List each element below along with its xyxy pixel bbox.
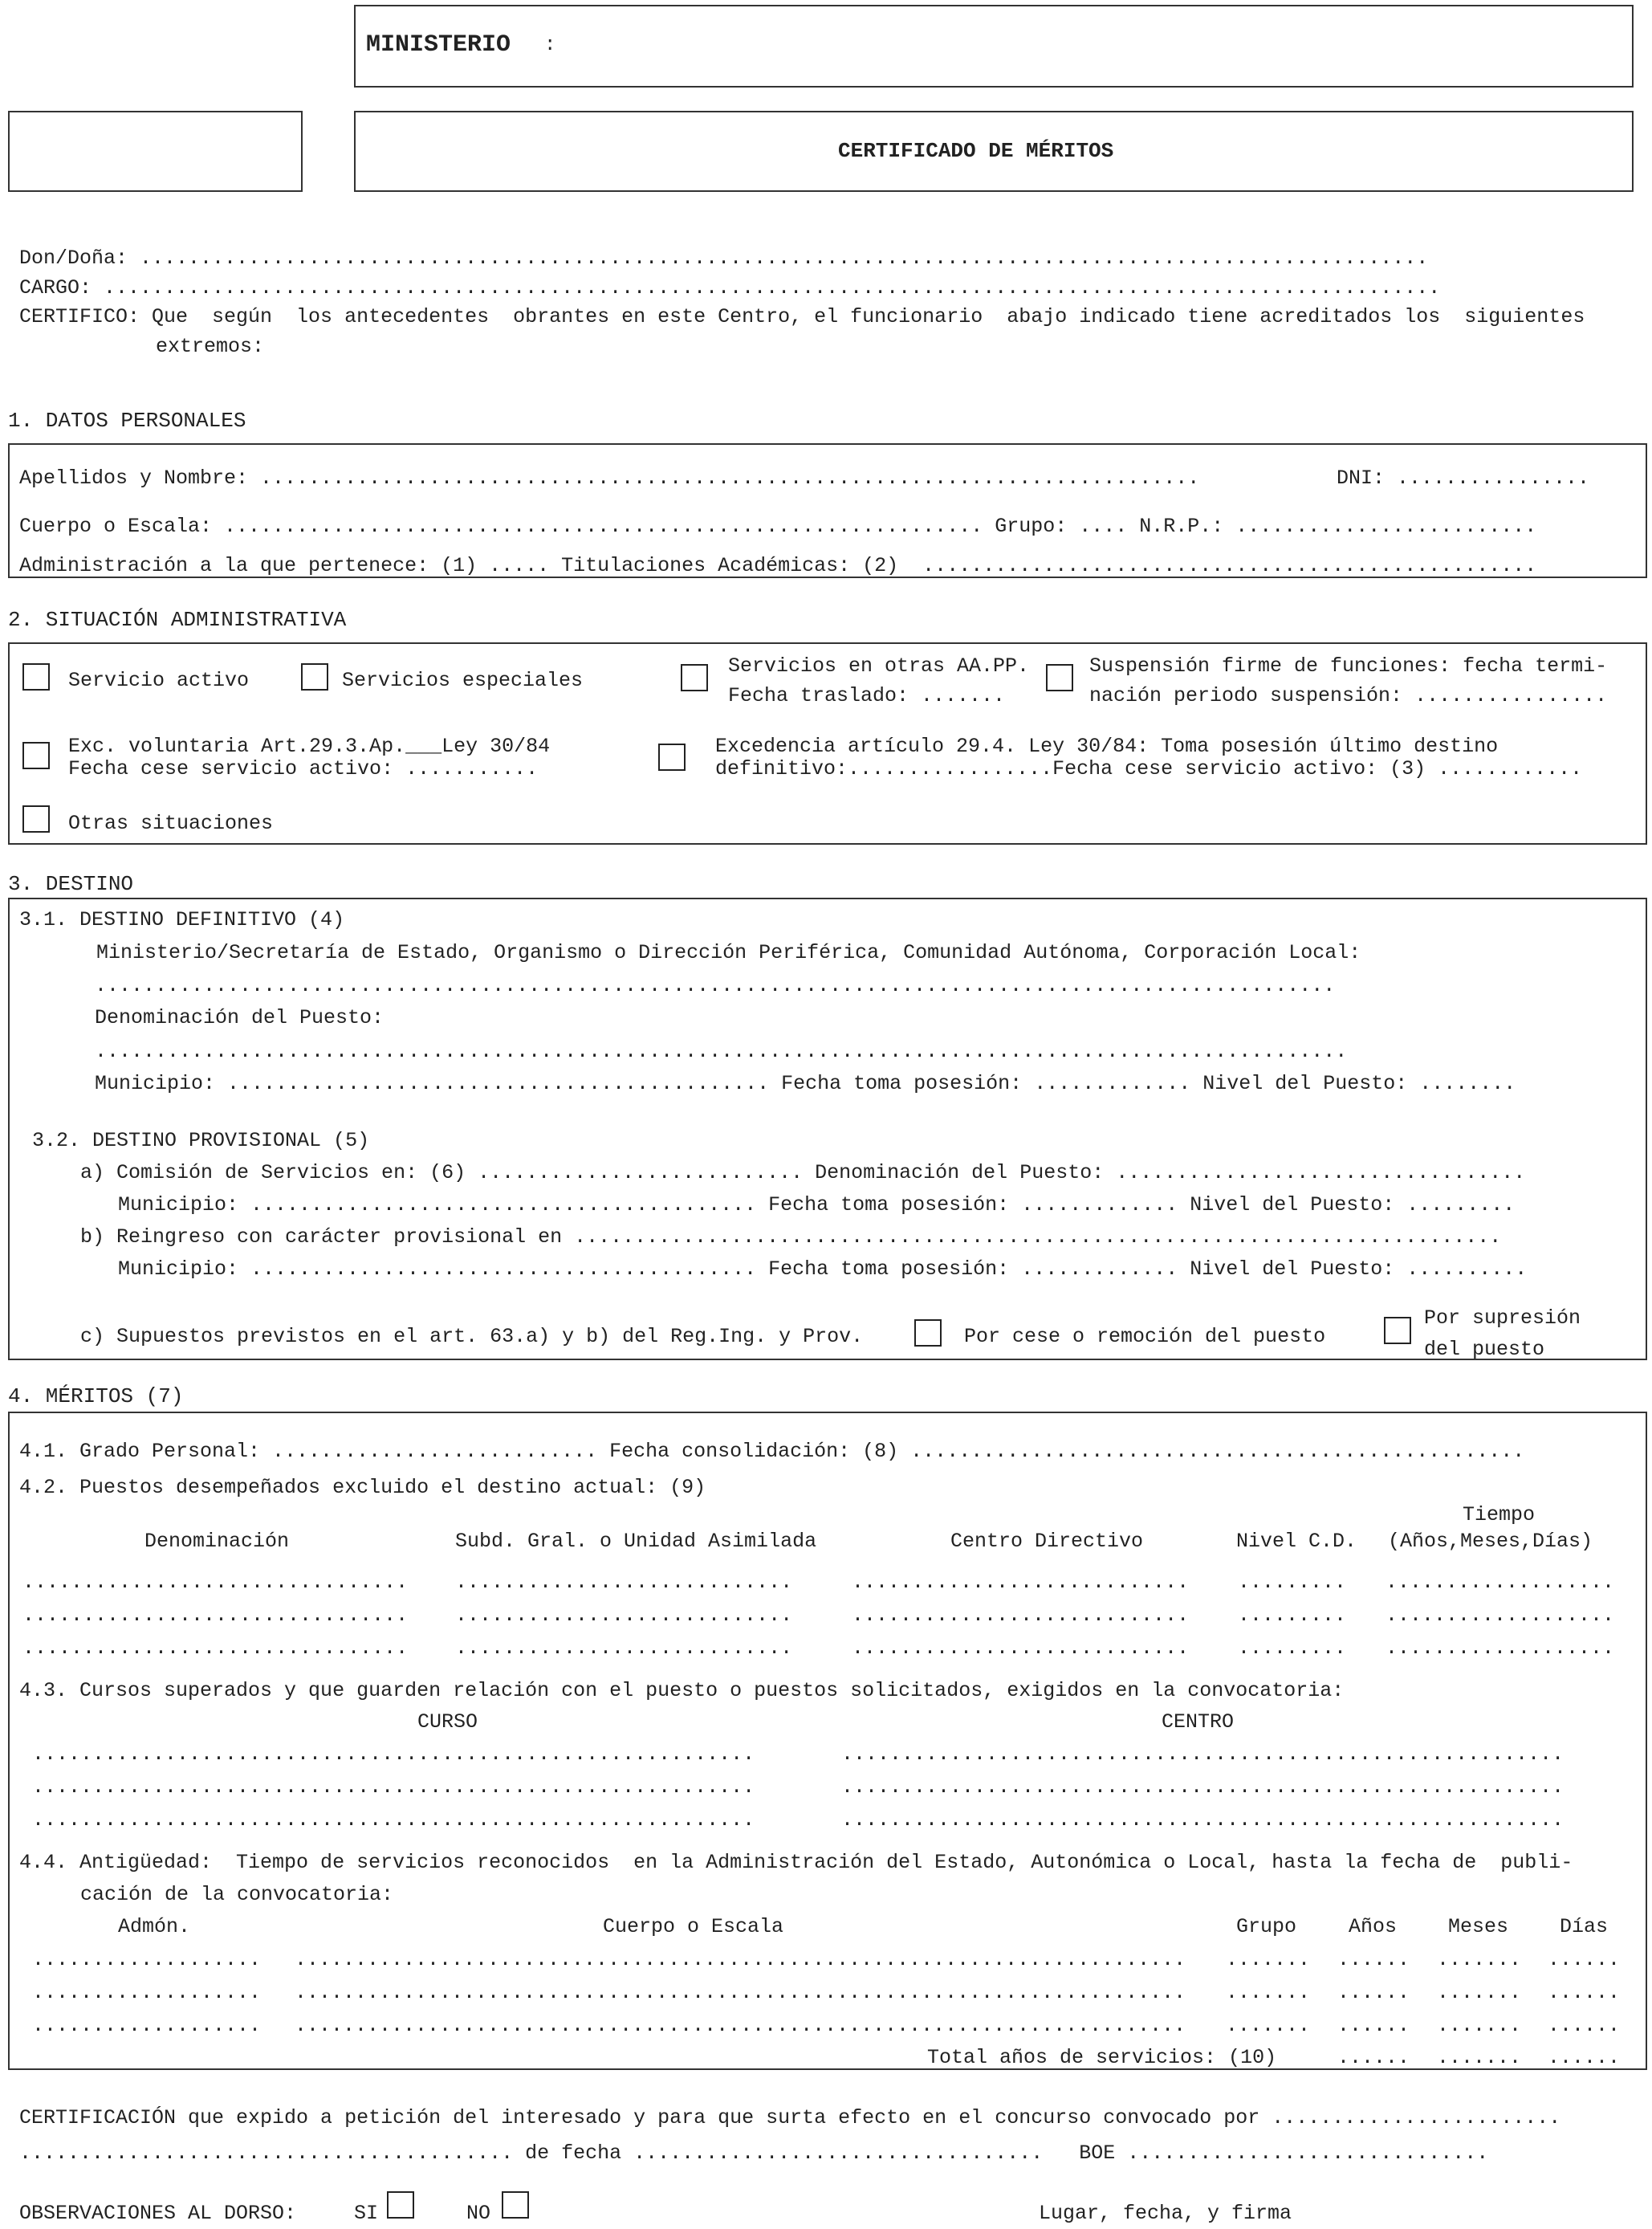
si-label: SI: [354, 2202, 379, 2225]
antig-row-1-dias[interactable]: ......: [1548, 1948, 1621, 1971]
section-3-heading: 3. DESTINO: [8, 872, 134, 896]
col-dias: Días: [1560, 1915, 1609, 1938]
servicios-especiales-label: Servicios especiales: [342, 669, 584, 692]
supresion-label-2: del puesto: [1424, 1338, 1545, 1361]
observaciones-label: OBSERVACIONES AL DORSO:: [19, 2202, 297, 2225]
antig-row-1-grupo[interactable]: .......: [1226, 1948, 1311, 1971]
cargo-line[interactable]: CARGO: ...............................................................................................................: [19, 276, 1441, 300]
total-anos-field[interactable]: ......: [1337, 2046, 1410, 2069]
col-curso: CURSO: [417, 1710, 478, 1734]
puesto-row-1-subdireccion[interactable]: ............................: [455, 1571, 793, 1594]
col-grupo: Grupo: [1236, 1915, 1297, 1938]
ministerio-label: MINISTERIO: [366, 31, 511, 59]
suspension-label: Suspensión firme de funciones: fecha termi-: [1089, 654, 1608, 678]
destino-definitivo-title: 3.1. DESTINO DEFINITIVO (4): [19, 908, 345, 931]
antig-row-2-dias[interactable]: ......: [1548, 1981, 1621, 2004]
certificacion-fecha-line[interactable]: ......................................... de fecha .................................. BOE ..............................: [19, 2141, 1489, 2165]
puesto-row-2-denominacion[interactable]: ................................: [22, 1603, 409, 1627]
apellidos-field[interactable]: Apellidos y Nombre: ..............................................................................: [19, 467, 1200, 490]
col-admon: Admón.: [118, 1915, 191, 1938]
certificacion-line[interactable]: CERTIFICACIÓN que expido a petición del interesado y para que surta efecto en el concurso convocado por ........................: [19, 2106, 1561, 2129]
antig-row-3-dias[interactable]: ......: [1548, 2014, 1621, 2037]
puesto-row-3-nivel[interactable]: .........: [1238, 1636, 1347, 1660]
otras-aapp-label: Servicios en otras AA.PP.: [728, 654, 1030, 678]
destino-denominacion-label: Denominación del Puesto:: [95, 1006, 385, 1029]
comision-servicios-field[interactable]: a) Comisión de Servicios en: (6) ........................... Denominación del Puesto: ..................................: [80, 1161, 1526, 1184]
antig-row-2-admon[interactable]: ...................: [32, 1981, 262, 2004]
antig-row-3-cuerpo[interactable]: ..........................................................................: [295, 2014, 1186, 2037]
grado-personal-field[interactable]: 4.1. Grado Personal: ........................... Fecha consolidación: (8) ...................................................: [19, 1440, 1525, 1463]
curso-row-3[interactable]: ............................................................: [32, 1808, 755, 1832]
puesto-row-2-tiempo[interactable]: ...................: [1385, 1603, 1615, 1627]
cursos-label: 4.3. Cursos superados y que guarden relación con el puesto o puestos solicitados, exigidos en la convocatoria:: [19, 1679, 1345, 1702]
servicios-especiales-checkbox[interactable]: [301, 663, 328, 691]
dni-field[interactable]: DNI: ................: [1337, 467, 1590, 490]
curso-row-2[interactable]: ............................................................: [32, 1775, 755, 1799]
comision-municipio-field[interactable]: Municipio: .......................................... Fecha toma posesión: ............. Nivel del Puesto: .........: [118, 1193, 1516, 1216]
total-dias-field[interactable]: ......: [1548, 2046, 1621, 2069]
antiguedad-label: 4.4. Antigüedad: Tiempo de servicios reconocidos en la Administración del Estado, Autonómica o Local, hasta la fecha de publi-: [19, 1851, 1573, 1874]
antig-row-3-meses[interactable]: .......: [1437, 2014, 1522, 2037]
section-2-heading: 2. SITUACIÓN ADMINISTRATIVA: [8, 608, 347, 632]
puesto-row-1-centro[interactable]: ............................: [852, 1571, 1190, 1594]
destino-ministerio-field[interactable]: .......................................................................................................: [95, 974, 1336, 997]
cuerpo-field[interactable]: Cuerpo o Escala: ............................................................... Grupo: .... N.R.P.: .........................: [19, 515, 1537, 538]
destino-ministerio-label: Ministerio/Secretaría de Estado, Organismo o Dirección Periférica, Comunidad Autónoma, Corporación Local:: [96, 941, 1361, 964]
col-subdireccion: Subd. Gral. o Unidad Asimilada: [455, 1530, 817, 1553]
suspension-checkbox[interactable]: [1046, 664, 1073, 691]
antig-row-1-admon[interactable]: ...................: [32, 1948, 262, 1971]
document-title: CERTIFICADO DE MÉRITOS: [838, 139, 1114, 163]
puesto-row-1-denominacion[interactable]: ................................: [22, 1571, 409, 1594]
supresion-label: Por supresión: [1424, 1306, 1581, 1330]
puesto-row-3-tiempo[interactable]: ...................: [1385, 1636, 1615, 1660]
centro-row-2[interactable]: ............................................................: [841, 1775, 1565, 1799]
section-4-heading: 4. MÉRITOS (7): [8, 1384, 184, 1408]
puesto-row-3-denominacion[interactable]: ................................: [22, 1636, 409, 1660]
centro-row-1[interactable]: ............................................................: [841, 1742, 1565, 1766]
no-label: NO: [466, 2202, 491, 2225]
excedencia-checkbox[interactable]: [658, 744, 686, 771]
section-1-heading: 1. DATOS PERSONALES: [8, 409, 246, 433]
destino-provisional-title: 3.2. DESTINO PROVISIONAL (5): [32, 1129, 370, 1152]
centro-row-3[interactable]: ............................................................: [841, 1808, 1565, 1832]
antig-row-3-admon[interactable]: ...................: [32, 2014, 262, 2037]
cese-remocion-checkbox[interactable]: [914, 1319, 942, 1347]
puesto-row-1-nivel[interactable]: .........: [1238, 1571, 1347, 1594]
section-4-box: [8, 1412, 1647, 2070]
otras-situaciones-checkbox[interactable]: [22, 805, 50, 833]
col-meses: Meses: [1448, 1915, 1509, 1938]
col-denominacion: Denominación: [144, 1530, 290, 1553]
antig-row-2-meses[interactable]: .......: [1437, 1981, 1522, 2004]
destino-denominacion-field[interactable]: ........................................................................................................: [95, 1040, 1348, 1063]
ministerio-colon: :: [544, 35, 556, 56]
cese-remocion-label: Por cese o remoción del puesto: [964, 1325, 1326, 1348]
otras-situaciones-label: Otras situaciones: [68, 812, 274, 835]
col-tiempo: (Años,Meses,Días): [1388, 1530, 1593, 1553]
certifico-line: CERTIFICO: Que según los antecedentes obrantes en este Centro, el funcionario abajo indicado tiene acreditados los siguientes: [19, 305, 1585, 328]
puesto-row-3-centro[interactable]: ............................: [852, 1636, 1190, 1660]
no-checkbox[interactable]: [502, 2191, 529, 2219]
fecha-traslado-field[interactable]: Fecha traslado: .......: [728, 684, 1006, 707]
antiguedad-label-2: cación de la convocatoria:: [80, 1883, 394, 1906]
exc-voluntaria-label: Exc. voluntaria Art.29.3.Ap.___Ley 30/84: [68, 735, 551, 758]
col-nivel-cd: Nivel C.D.: [1236, 1530, 1357, 1553]
servicio-activo-checkbox[interactable]: [22, 663, 50, 691]
lugar-fecha-firma: Lugar, fecha, y firma: [1039, 2202, 1292, 2225]
otras-aapp-checkbox[interactable]: [681, 664, 708, 691]
exc-voluntaria-checkbox[interactable]: [22, 742, 50, 769]
puesto-row-1-tiempo[interactable]: ...................: [1385, 1571, 1615, 1594]
puesto-row-2-centro[interactable]: ............................: [852, 1603, 1190, 1627]
servicio-activo-label: Servicio activo: [68, 669, 250, 692]
si-checkbox[interactable]: [387, 2191, 414, 2219]
tiempo-header: Tiempo: [1463, 1503, 1536, 1526]
puesto-row-2-subdireccion[interactable]: ............................: [455, 1603, 793, 1627]
suspension-fecha-field[interactable]: nación periodo suspensión: ................: [1089, 684, 1608, 707]
puesto-row-3-subdireccion[interactable]: ............................: [455, 1636, 793, 1660]
total-anos-label: Total años de servicios: (10): [927, 2046, 1277, 2069]
administracion-field[interactable]: Administración a la que pertenece: (1) ..... Titulaciones Académicas: (2) ...................................................: [19, 554, 1537, 577]
supresion-checkbox[interactable]: [1384, 1317, 1411, 1344]
don-line[interactable]: Don/Doña: ...........................................................................................................: [19, 247, 1429, 270]
reingreso-field[interactable]: b) Reingreso con carácter provisional en .............................................................................: [80, 1225, 1502, 1249]
antig-row-3-grupo[interactable]: .......: [1226, 2014, 1311, 2037]
total-meses-field[interactable]: .......: [1437, 2046, 1522, 2069]
extremos-line: extremos:: [156, 335, 265, 358]
col-cuerpo-escala: Cuerpo o Escala: [603, 1915, 784, 1938]
antig-row-1-meses[interactable]: .......: [1437, 1948, 1522, 1971]
supuestos-label: c) Supuestos previstos en el art. 63.a) y b) del Reg.Ing. y Prov.: [80, 1325, 864, 1348]
antig-row-2-cuerpo[interactable]: ..........................................................................: [295, 1981, 1186, 2004]
col-centro-directivo: Centro Directivo: [950, 1530, 1144, 1553]
antig-row-1-cuerpo[interactable]: ..........................................................................: [295, 1948, 1186, 1971]
curso-row-1[interactable]: ............................................................: [32, 1742, 755, 1766]
exc-fecha-cese-field[interactable]: Fecha cese servicio activo: ...........: [68, 757, 539, 780]
excedencia-fecha-field[interactable]: definitivo:.................Fecha cese servicio activo: (3) ............: [715, 757, 1583, 780]
puestos-desempenados-label: 4.2. Puestos desempeñados excluido el destino actual: (9): [19, 1476, 706, 1499]
antig-row-2-anos[interactable]: ......: [1337, 1981, 1410, 2004]
excedencia-label: Excedencia artículo 29.4. Ley 30/84: Toma posesión último destino: [715, 735, 1499, 758]
col-anos: Años: [1349, 1915, 1398, 1938]
destino-municipio-field[interactable]: Municipio: ............................................. Fecha toma posesión: ............. Nivel del Puesto: ........: [95, 1072, 1516, 1095]
antig-row-3-anos[interactable]: ......: [1337, 2014, 1410, 2037]
antig-row-2-grupo[interactable]: .......: [1226, 1981, 1311, 2004]
antig-row-1-anos[interactable]: ......: [1337, 1948, 1410, 1971]
stamp-box: [8, 111, 303, 192]
reingreso-municipio-field[interactable]: Municipio: .......................................... Fecha toma posesión: ............. Nivel del Puesto: ..........: [118, 1257, 1528, 1281]
puesto-row-2-nivel[interactable]: .........: [1238, 1603, 1347, 1627]
col-centro: CENTRO: [1162, 1710, 1235, 1734]
